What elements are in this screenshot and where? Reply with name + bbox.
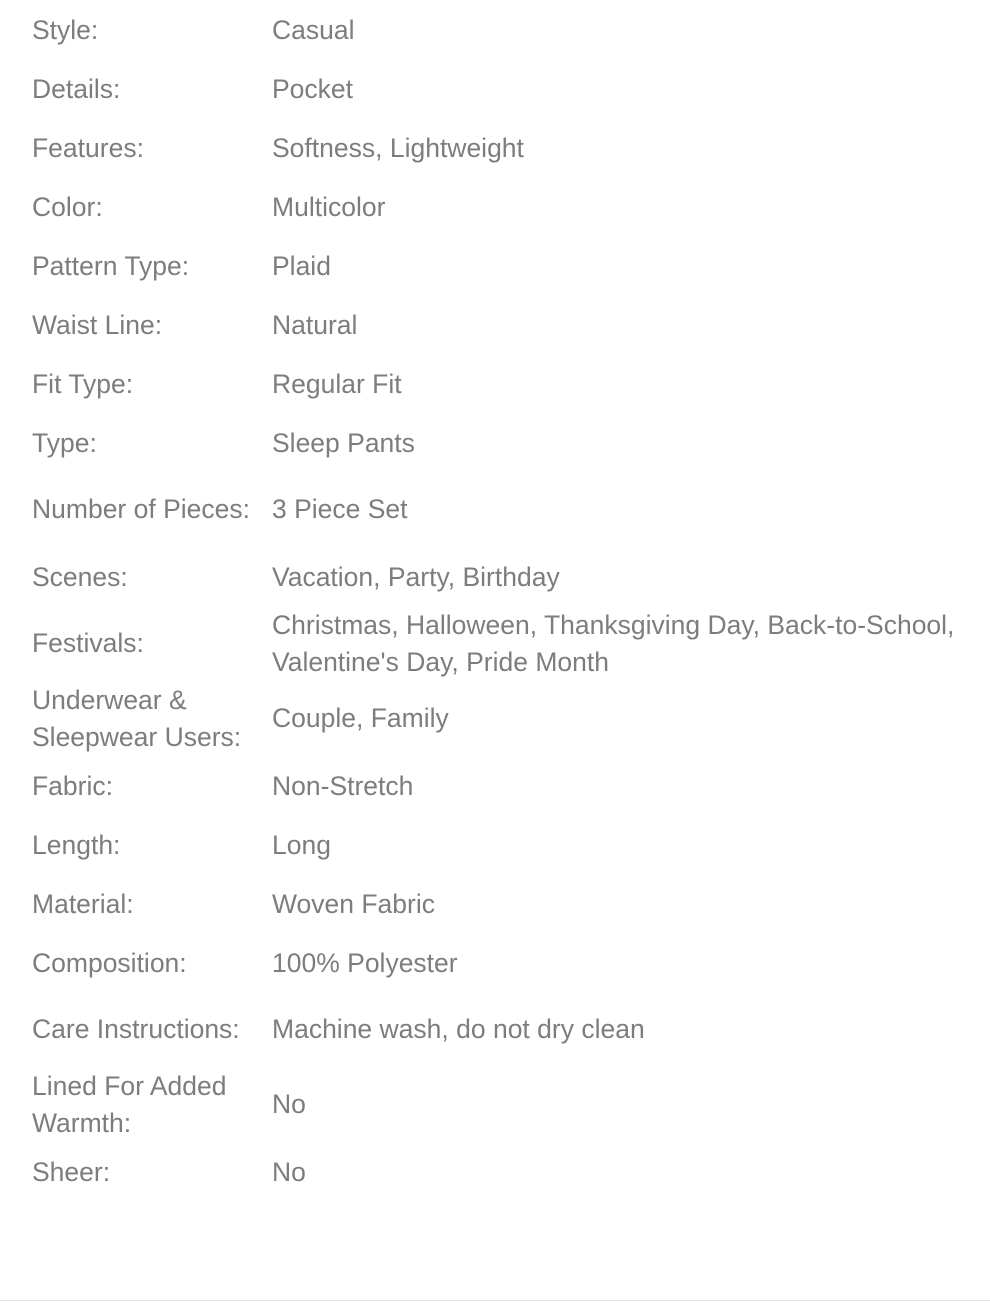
spec-label: Color: <box>32 191 103 222</box>
spec-value: Long <box>272 829 331 860</box>
spec-value: 3 Piece Set <box>272 494 408 524</box>
spec-label: Pattern Type: <box>32 250 190 281</box>
spec-label: Fabric: <box>32 770 113 801</box>
table-row <box>0 606 990 681</box>
table-row <box>0 992 990 1067</box>
spec-value: Non-Stretch <box>272 770 414 801</box>
spec-label: Style: <box>32 14 99 45</box>
table-row <box>0 118 990 177</box>
table-row <box>0 472 990 547</box>
table-row <box>0 1142 990 1201</box>
table-row <box>0 815 990 874</box>
table-row <box>0 59 990 118</box>
spec-label: Length: <box>32 829 121 860</box>
spec-value: Machine wash, do not dry clean <box>272 1014 645 1044</box>
spec-value: Multicolor <box>272 191 386 222</box>
spec-value: Sleep Pants <box>272 427 415 458</box>
table-row <box>0 413 990 472</box>
spec-label: Type: <box>32 427 97 458</box>
table-row <box>0 236 990 295</box>
spec-value: Couple, Family <box>272 703 449 733</box>
spec-label: Features: <box>32 132 144 163</box>
spec-value: Plaid <box>272 250 331 281</box>
table-row <box>0 933 990 992</box>
spec-label: Care Instructions: <box>32 1014 240 1044</box>
spec-value: Woven Fabric <box>272 888 435 919</box>
table-row <box>0 354 990 413</box>
table-row <box>0 295 990 354</box>
spec-label: Underwear & Sleepwear Users: <box>32 684 242 752</box>
spec-label: Lined For Added Warmth: <box>32 1070 227 1138</box>
spec-label: Waist Line: <box>32 309 163 340</box>
table-row <box>0 177 990 236</box>
table-row <box>0 547 990 606</box>
table-row <box>0 0 990 59</box>
table-row <box>0 874 990 933</box>
spec-value: Christmas, Halloween, Thanksgiving Day, Back-to-School, Valentine's Day, Pride Month <box>272 609 955 677</box>
spec-label: Sheer: <box>32 1156 111 1187</box>
spec-value: Regular Fit <box>272 368 402 399</box>
spec-label: Festivals: <box>32 628 144 658</box>
spec-value: Vacation, Party, Birthday <box>272 561 560 592</box>
spec-label: Scenes: <box>32 561 128 592</box>
spec-value: No <box>272 1089 306 1119</box>
spec-value: No <box>272 1156 306 1187</box>
spec-label: Number of Pieces: <box>32 494 250 524</box>
spec-value: Pocket <box>272 73 354 104</box>
spec-label: Fit Type: <box>32 368 134 399</box>
spec-value: Natural <box>272 309 358 340</box>
table-row <box>0 756 990 815</box>
spec-label: Details: <box>32 73 121 104</box>
spec-value: Softness, Lightweight <box>272 132 524 163</box>
spec-label: Composition: <box>32 947 187 978</box>
bottom-divider <box>0 1300 990 1301</box>
spec-value: Casual <box>272 14 355 45</box>
spec-value: 100% Polyester <box>272 947 458 978</box>
spec-label: Material: <box>32 888 134 919</box>
table-row <box>0 1067 990 1142</box>
table-row <box>0 681 990 756</box>
